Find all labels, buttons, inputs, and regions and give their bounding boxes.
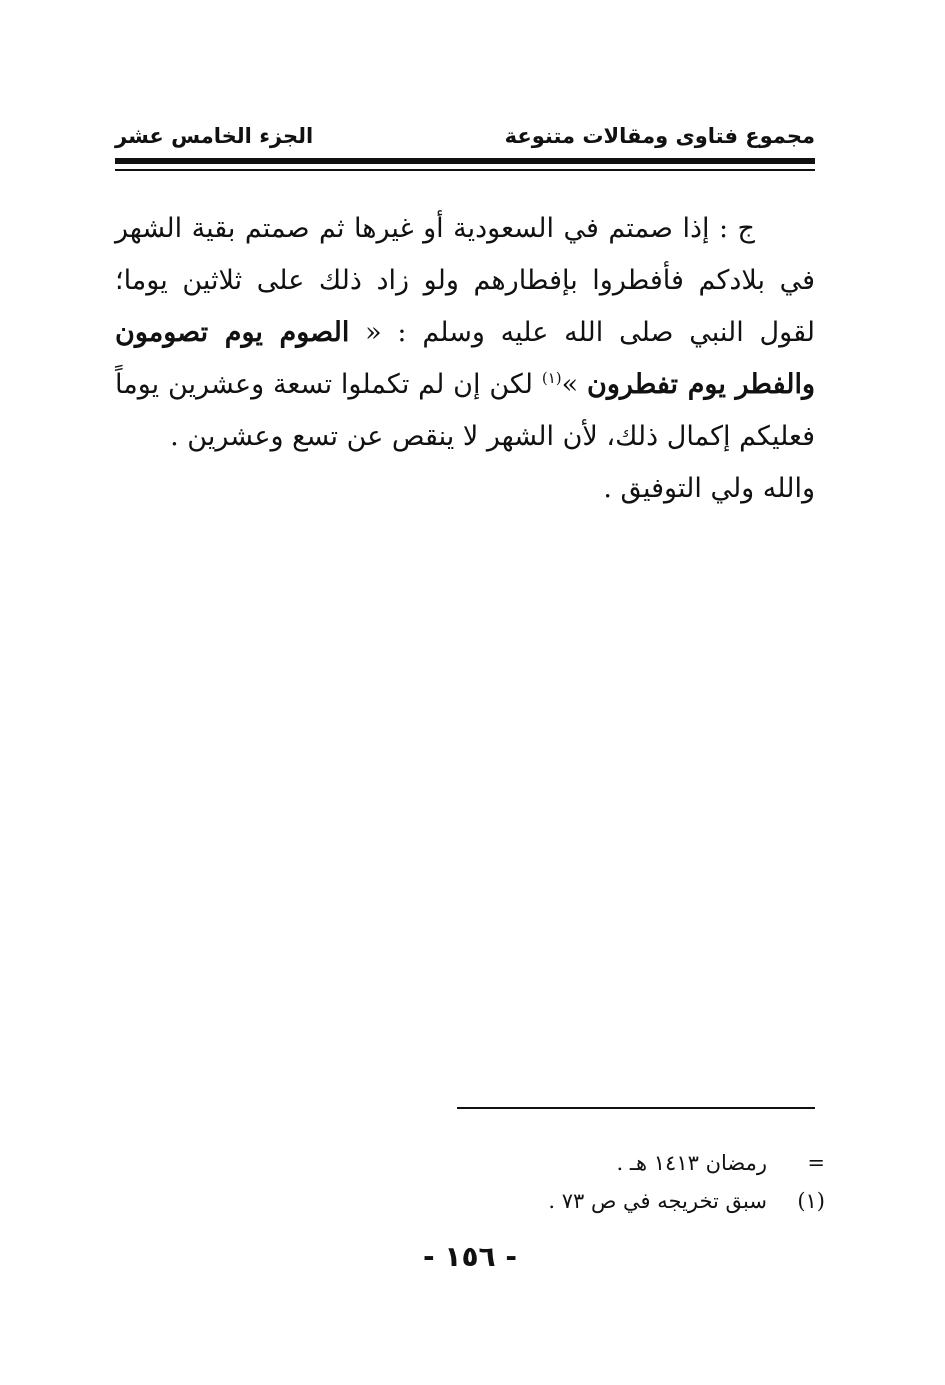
footnote-mark: = [807, 1151, 825, 1175]
answer-text-b: » [561, 369, 587, 400]
footnote-text: رمضان ١٤١٣ هـ . [616, 1151, 767, 1175]
answer-paragraph [115, 203, 815, 463]
footnote-1 [115, 1186, 825, 1216]
running-header [115, 118, 815, 158]
footnote-ref: (١) [541, 369, 562, 387]
answer-text-a: ج : إذا صمتم في السعودية أو غيرها ثم صمتم بقية الشهر في بلادكم فأفطروا بإفطارهم ولو زاد ذلك على ثلاثين يوما؛ لقول النبي صلى الله عليه وسلم : « [115, 213, 815, 348]
answer-text-c: لكن إن لم تكملوا تسعة وعشرين يوماً فعليكم إكمال ذلك، لأن الشهر لا ينقص عن تسع وعشرين . [115, 369, 815, 452]
footnote-mark: (١) [797, 1189, 825, 1213]
footnote-continuation [115, 1148, 825, 1178]
footnote-separator [457, 1107, 815, 1109]
hadith-quote: الصوم يوم تصومون والفطر يوم تفطرون [115, 317, 815, 400]
header-rule-thick [115, 158, 815, 164]
header-rule-thin [115, 169, 815, 171]
closing-paragraph: والله ولي التوفيق . [603, 473, 815, 504]
main-text [115, 203, 815, 515]
volume-label: الجزء الخامس عشر [115, 124, 314, 148]
book-title: مجموع فتاوى ومقالات متنوعة [504, 124, 815, 148]
footnote-text: سبق تخريجه في ص ٧٣ . [548, 1189, 767, 1213]
page-number: - ١٥٦ - [422, 1240, 518, 1273]
